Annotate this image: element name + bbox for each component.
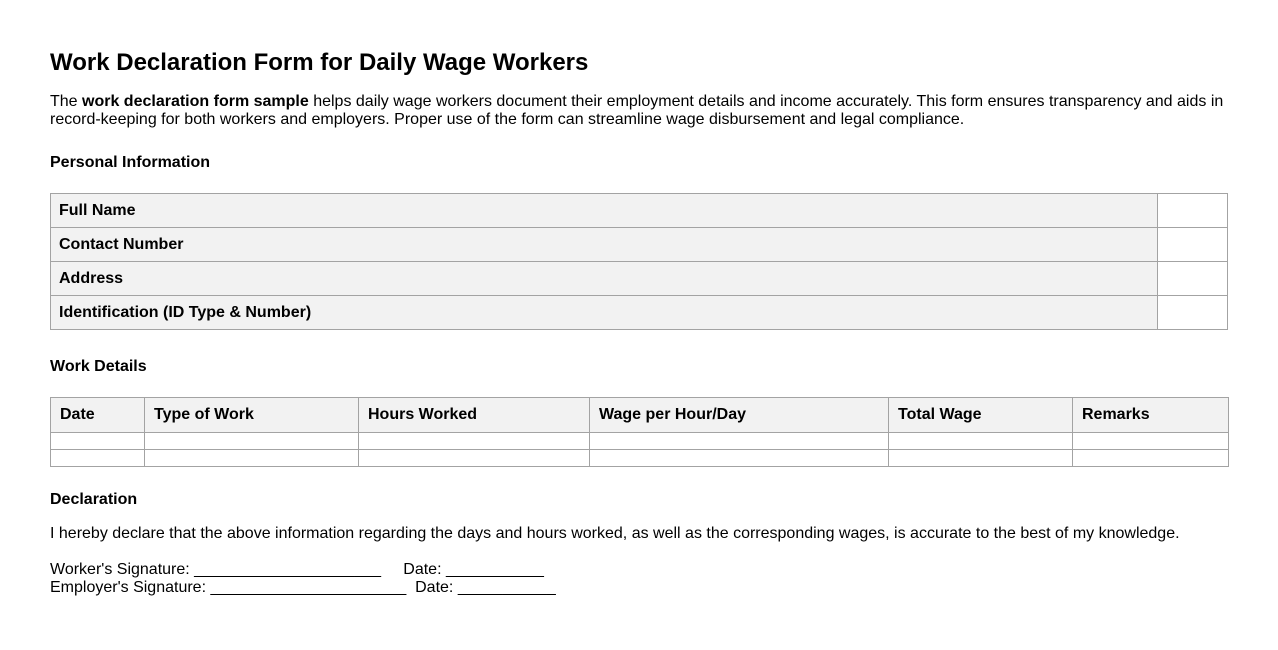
type-of-work-cell[interactable] — [145, 450, 359, 467]
work-details-heading: Work Details — [50, 358, 147, 375]
column-header-remarks: Remarks — [1073, 398, 1229, 433]
table-row — [51, 194, 1228, 228]
identification-label: Identification (ID Type & Number) — [51, 296, 1158, 330]
employer-date-line[interactable]: ___________ — [457, 579, 556, 596]
intro-bold-phrase: work declaration form sample — [82, 93, 309, 110]
page-title: Work Declaration Form for Daily Wage Workers — [50, 49, 589, 76]
declaration-statement: I hereby declare that the above information regarding the days and hours worked, as well as the corresponding wages, is accurate to the best of my knowledge. — [50, 525, 1180, 542]
declaration-heading: Declaration — [50, 491, 138, 508]
column-header-date: Date — [51, 398, 145, 433]
hours-worked-cell[interactable] — [359, 450, 590, 467]
table-row — [51, 433, 1229, 450]
work-details-table — [50, 397, 1229, 467]
worker-date-line[interactable]: ___________ — [445, 561, 544, 578]
full-name-label: Full Name — [51, 194, 1158, 228]
worker-date-label: Date: — [403, 561, 442, 578]
date-cell[interactable] — [51, 433, 145, 450]
column-header-total-wage: Total Wage — [889, 398, 1073, 433]
date-cell[interactable] — [51, 450, 145, 467]
employer-signature-line[interactable]: ______________________ — [210, 579, 407, 596]
signature-block — [50, 561, 556, 597]
employer-date-label: Date: — [415, 579, 454, 596]
table-header-row — [51, 398, 1229, 433]
contact-number-field[interactable] — [1158, 228, 1228, 262]
type-of-work-cell[interactable] — [145, 433, 359, 450]
intro-paragraph — [50, 93, 1228, 129]
address-field[interactable] — [1158, 262, 1228, 296]
column-header-wage-per-hour-day: Wage per Hour/Day — [590, 398, 889, 433]
address-label: Address — [51, 262, 1158, 296]
column-header-hours-worked: Hours Worked — [359, 398, 590, 433]
contact-number-label: Contact Number — [51, 228, 1158, 262]
employer-signature-label: Employer's Signature: — [50, 579, 207, 596]
identification-field[interactable] — [1158, 296, 1228, 330]
total-wage-cell[interactable] — [889, 433, 1073, 450]
hours-worked-cell[interactable] — [359, 433, 590, 450]
table-row — [51, 296, 1228, 330]
total-wage-cell[interactable] — [889, 450, 1073, 467]
column-header-type-of-work: Type of Work — [145, 398, 359, 433]
remarks-cell[interactable] — [1073, 433, 1229, 450]
wage-per-hour-day-cell[interactable] — [590, 450, 889, 467]
personal-information-heading: Personal Information — [50, 154, 211, 171]
worker-signature-line[interactable]: _____________________ — [194, 561, 382, 578]
personal-information-table — [50, 193, 1228, 330]
full-name-field[interactable] — [1158, 194, 1228, 228]
worker-signature-label: Worker's Signature: — [50, 561, 190, 578]
remarks-cell[interactable] — [1073, 450, 1229, 467]
table-row — [51, 228, 1228, 262]
table-row — [51, 262, 1228, 296]
table-row — [51, 450, 1229, 467]
wage-per-hour-day-cell[interactable] — [590, 433, 889, 450]
intro-prefix: The — [50, 93, 83, 110]
intro-suffix: helps daily wage workers document their employment details and income accurately. This form ensures transparency and aids in record-keeping for both workers and employers. Proper use of the form can streamline wage disbursement and legal compliance. — [50, 93, 1224, 128]
